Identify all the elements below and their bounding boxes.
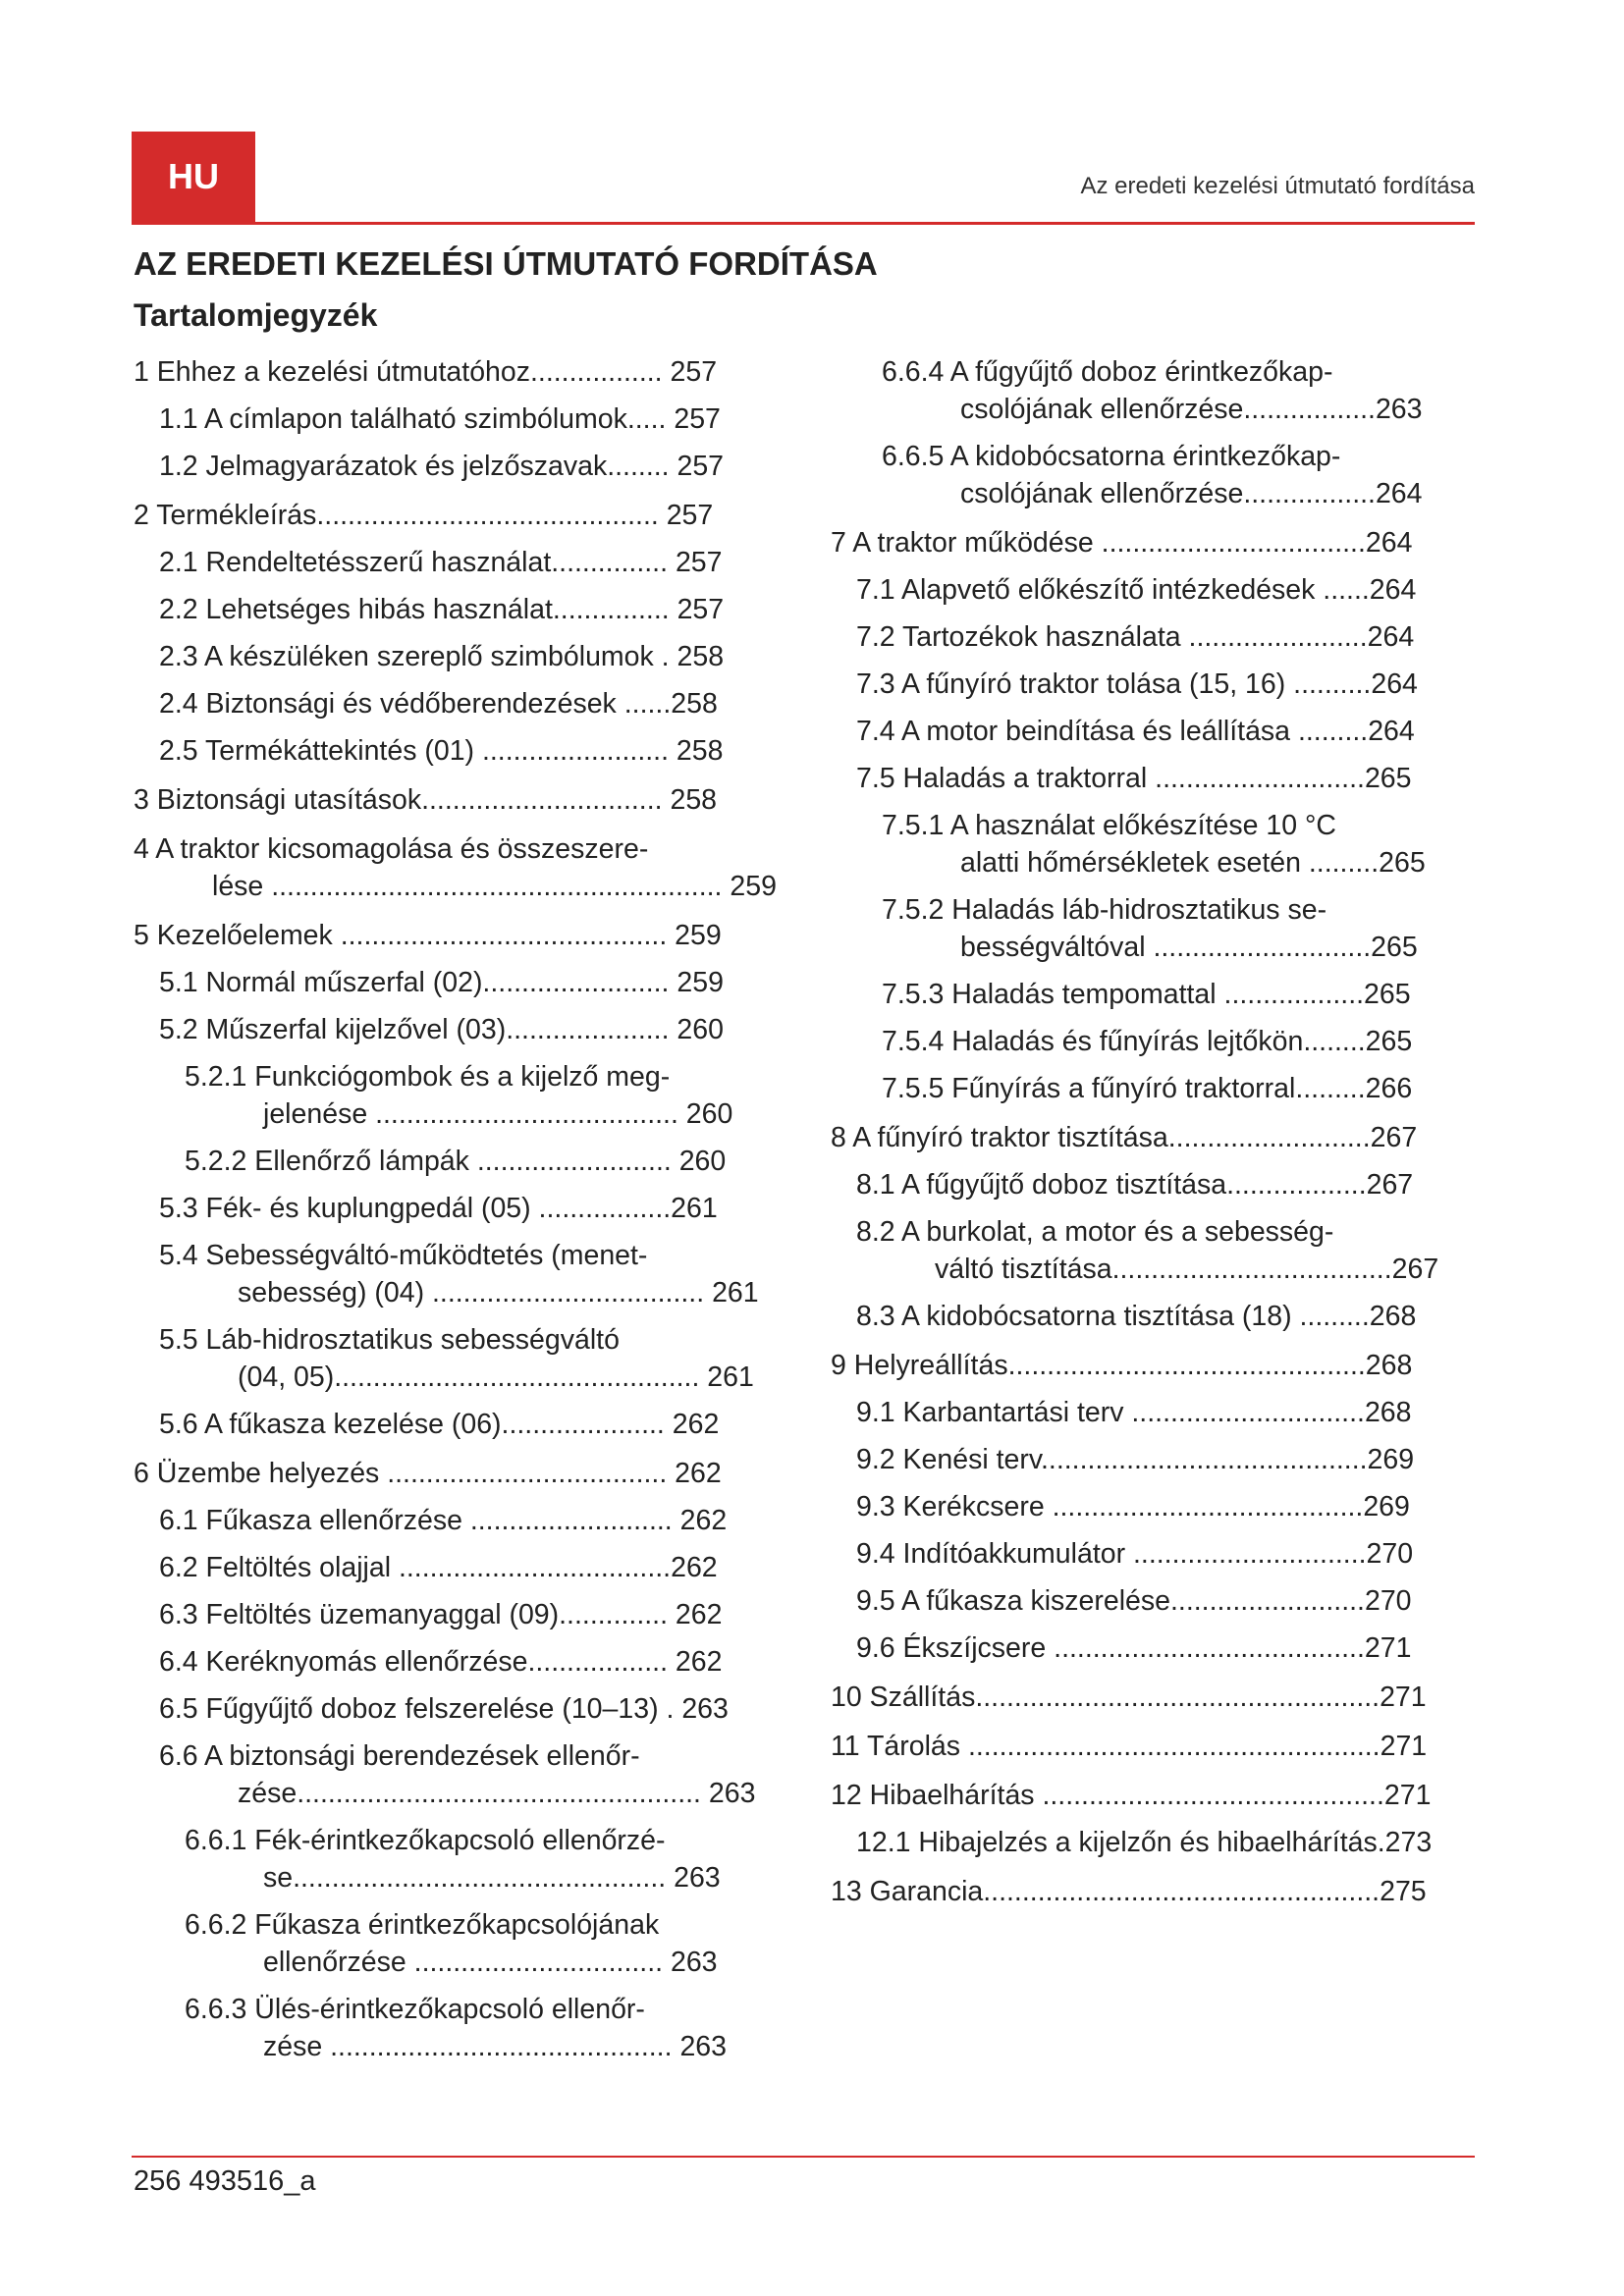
- toc-entry[interactable]: [856, 1213, 1469, 1288]
- toc-entry-text: 1 Ehhez a kezelési útmutatóhoz................. 257: [134, 356, 718, 388]
- toc-entry-text: 8 A fűnyíró traktor tisztítása..........................267: [831, 1122, 1418, 1153]
- toc-entry-text: 6 Üzembe helyezés .................................... 262: [134, 1458, 722, 1489]
- toc-entry-text: 8.1 A fűgyűjtő doboz tisztítása..................267: [856, 1169, 1414, 1201]
- toc-entry-text: 7.5.2 Haladás láb-hidrosztatikus se-: [882, 894, 1327, 926]
- toc-entry-text: 6.6.5 A kidobócsatorna érintkezőkap-: [882, 441, 1341, 472]
- toc-entry[interactable]: [185, 1143, 780, 1180]
- toc-entry-text: 7 A traktor működése ..................................264: [831, 527, 1413, 559]
- toc-entry[interactable]: [856, 1298, 1469, 1335]
- toc-entry-continuation: zése ............................................ 263: [263, 2031, 727, 2062]
- toc-entry[interactable]: [159, 1011, 780, 1048]
- toc-entry-text: 7.1 Alapvető előkészítő intézkedések ......264: [856, 574, 1417, 606]
- toc-entry-text: 5.1 Normál műszerfal (02)........................ 259: [159, 967, 724, 998]
- toc-entry-text: 6.5 Fűgyűjtő doboz felszerelése (10–13) . 263: [159, 1693, 729, 1725]
- toc-entry-text: 4 A traktor kicsomagolása és összeszere-: [134, 833, 649, 865]
- toc-entry-continuation: sebesség) (04) ................................... 261: [238, 1277, 759, 1308]
- header-divider: [132, 222, 1475, 225]
- toc-entry-text: 8.2 A burkolat, a motor és a sebesség-: [856, 1216, 1334, 1248]
- toc-entry-text: 1.2 Jelmagyarázatok és jelzőszavak........ 257: [159, 451, 725, 482]
- toc-entry[interactable]: [831, 1679, 1469, 1716]
- toc-entry-text: 7.5.4 Haladás és fűnyírás lejtőkön........265: [882, 1026, 1413, 1057]
- toc-entry-text: 9.6 Ékszíjcsere ........................................271: [856, 1632, 1412, 1664]
- toc-entry[interactable]: [159, 448, 780, 485]
- toc-entry[interactable]: [159, 1502, 780, 1539]
- footer-divider: [132, 2156, 1475, 2158]
- toc-entry-text: 7.4 A motor beindítása és leállítása .........264: [856, 716, 1415, 747]
- toc-entry-text: 5.6 A fűkasza kezelése (06)..................... 262: [159, 1409, 720, 1440]
- toc-entry-continuation: (04, 05)............................................... 261: [238, 1362, 754, 1393]
- toc-entry[interactable]: [134, 497, 780, 534]
- toc-entry[interactable]: [159, 1737, 780, 1812]
- toc-entry[interactable]: [134, 781, 780, 819]
- toc-entry[interactable]: [831, 1873, 1469, 1910]
- toc-entry-continuation: zése.................................................... 263: [238, 1778, 756, 1809]
- toc-entry[interactable]: [856, 571, 1469, 609]
- toc-entry-text: 7.5.5 Fűnyírás a fűnyíró traktorral.........266: [882, 1073, 1413, 1104]
- toc-entry-text: 2.3 A készüléken szereplő szimbólumok . 258: [159, 641, 725, 672]
- toc-entry-text: 2.1 Rendeltetésszerű használat............... 257: [159, 547, 723, 578]
- toc-entry-text: 1.1 A címlapon található szimbólumok..... 257: [159, 403, 721, 435]
- toc-entry-text: 13 Garancia...................................................275: [831, 1876, 1427, 1907]
- toc-entry[interactable]: [882, 976, 1469, 1013]
- toc-entry-text: 2.2 Lehetséges hibás használat............... 257: [159, 594, 725, 625]
- toc-entry-text: 6.6 A biztonsági berendezések ellenőr-: [159, 1740, 640, 1772]
- toc-entry[interactable]: [856, 1166, 1469, 1203]
- page-footer: 256 493516_a: [134, 2165, 316, 2197]
- toc-entry[interactable]: [856, 1629, 1469, 1667]
- toc-entry[interactable]: [159, 732, 780, 770]
- toc-entry[interactable]: [856, 1535, 1469, 1573]
- toc-entry[interactable]: [159, 1643, 780, 1681]
- toc-entry[interactable]: [185, 1058, 780, 1133]
- toc-entry[interactable]: [159, 1549, 780, 1586]
- toc-entry[interactable]: [831, 524, 1469, 561]
- toc-entry[interactable]: [134, 830, 780, 905]
- toc-entry[interactable]: [185, 1822, 780, 1896]
- toc-entry-text: 9.4 Indítóakkumulátor ..............................270: [856, 1538, 1414, 1570]
- toc-entry-text: 5.2 Műszerfal kijelzővel (03)..................... 260: [159, 1014, 724, 1045]
- toc-entry-text: 12.1 Hibajelzés a kijelzőn és hibaelhárítás.273: [856, 1827, 1433, 1858]
- toc-entry-text: 9.3 Kerékcsere ........................................269: [856, 1491, 1410, 1522]
- toc-entry-text: 6.4 Keréknyomás ellenőrzése.................. 262: [159, 1646, 723, 1678]
- language-badge: HU: [132, 132, 255, 222]
- toc-entry-text: 9 Helyreállítás..............................................268: [831, 1350, 1413, 1381]
- toc-entry-text: 10 Szállítás....................................................271: [831, 1682, 1427, 1713]
- toc-entry-text: 11 Tárolás .....................................................271: [831, 1731, 1428, 1762]
- toc-entry[interactable]: [856, 713, 1469, 750]
- toc-entry[interactable]: [882, 438, 1469, 512]
- toc-entry[interactable]: [159, 1406, 780, 1443]
- toc-entry-text: 9.5 A fűkasza kiszerelése.........................270: [856, 1585, 1412, 1617]
- toc-entry-continuation: alatti hőmérsékletek esetén .........265: [960, 847, 1426, 879]
- toc-entry[interactable]: [159, 1596, 780, 1633]
- toc-entry[interactable]: [134, 1455, 780, 1492]
- toc-entry-text: 2.4 Biztonsági és védőberendezések ......258: [159, 688, 718, 720]
- toc-entry[interactable]: [159, 1690, 780, 1728]
- toc-entry[interactable]: [856, 1582, 1469, 1620]
- toc-entry-text: 12 Hibaelhárítás ............................................271: [831, 1780, 1432, 1811]
- toc-entry-text: 5.2.2 Ellenőrző lámpák ......................... 260: [185, 1146, 727, 1177]
- toc-entry-continuation: jelenése ....................................... 260: [263, 1098, 733, 1130]
- toc-entry-text: 8.3 A kidobócsatorna tisztítása (18) .........268: [856, 1301, 1417, 1332]
- toc-entry[interactable]: [159, 685, 780, 722]
- toc-entry-text: 7.5.1 A használat előkészítése 10 °C: [882, 810, 1336, 841]
- toc-entry-text: 7.5.3 Haladás tempomattal ..................265: [882, 979, 1411, 1010]
- toc-entry-text: 5.3 Fék- és kuplungpedál (05) .................261: [159, 1193, 718, 1224]
- header-title: Az eredeti kezelési útmutató fordítása: [1080, 173, 1475, 199]
- toc-entry[interactable]: [882, 891, 1469, 966]
- toc-entry-text: 6.6.1 Fék-érintkezőkapcsoló ellenőrzé-: [185, 1825, 666, 1856]
- toc-entry[interactable]: [159, 544, 780, 581]
- toc-entry[interactable]: [831, 1777, 1469, 1814]
- toc-entry[interactable]: [159, 400, 780, 438]
- toc-entry[interactable]: [185, 1906, 780, 1981]
- toc-entry-text: 5.2.1 Funkciógombok és a kijelző meg-: [185, 1061, 671, 1093]
- toc-entry[interactable]: [856, 1824, 1469, 1861]
- toc-entry-text: 6.6.3 Ülés-érintkezőkapcsoló ellenőr-: [185, 1994, 645, 2025]
- toc-entry-text: 5 Kezelőelemek .......................................... 259: [134, 920, 722, 951]
- toc-entry-text: 6.3 Feltöltés üzemanyaggal (09).............. 262: [159, 1599, 723, 1630]
- toc-entry[interactable]: [185, 1991, 780, 2065]
- toc-entry-continuation: bességváltóval ............................265: [960, 932, 1418, 963]
- toc-entry[interactable]: [159, 638, 780, 675]
- toc-entry-continuation: váltó tisztítása....................................267: [935, 1254, 1439, 1285]
- toc-entry-text: 7.5 Haladás a traktorral ...........................265: [856, 763, 1412, 794]
- toc-entry-text: 7.2 Tartozékok használata .......................264: [856, 621, 1415, 653]
- toc-entry-continuation: ellenőrzése ................................ 263: [263, 1947, 718, 1978]
- toc-right-column: [831, 353, 1469, 1920]
- toc-left-column: [134, 353, 780, 2075]
- toc-entry-text: 5.4 Sebességváltó-működtetés (menet-: [159, 1240, 648, 1271]
- toc-entry[interactable]: [856, 1488, 1469, 1525]
- document-title: AZ EREDETI KEZELÉSI ÚTMUTATÓ FORDÍTÁSA: [134, 245, 878, 282]
- toc-entry[interactable]: [134, 917, 780, 954]
- toc-heading: Tartalomjegyzék: [134, 297, 378, 333]
- toc-entry-text: 5.5 Láb-hidrosztatikus sebességváltó: [159, 1324, 620, 1356]
- toc-entry[interactable]: [134, 353, 780, 391]
- toc-entry-text: 2.5 Termékáttekintés (01) ........................ 258: [159, 735, 724, 767]
- toc-entry[interactable]: [831, 1119, 1469, 1156]
- toc-entry-text: 7.3 A fűnyíró traktor tolása (15, 16) ..........264: [856, 668, 1418, 700]
- toc-entry-continuation: se................................................ 263: [263, 1862, 721, 1894]
- toc-entry-text: 6.6.2 Fűkasza érintkezőkapcsolójának: [185, 1909, 660, 1941]
- toc-entry[interactable]: [159, 591, 780, 628]
- toc-entry[interactable]: [882, 1023, 1469, 1060]
- toc-entry[interactable]: [831, 1347, 1469, 1384]
- toc-entry-text: 6.2 Feltöltés olajjal ...................................262: [159, 1552, 718, 1583]
- toc-entry[interactable]: [159, 964, 780, 1001]
- toc-entry[interactable]: [882, 353, 1469, 428]
- toc-entry-text: 2 Termékleírás............................................ 257: [134, 500, 714, 531]
- toc-entry[interactable]: [159, 1321, 780, 1396]
- toc-entry[interactable]: [856, 1394, 1469, 1431]
- toc-entry-text: 3 Biztonsági utasítások............................... 258: [134, 784, 718, 816]
- toc-entry-text: 9.2 Kenési terv..........................................269: [856, 1444, 1415, 1475]
- toc-entry-text: 6.1 Fűkasza ellenőrzése .......................... 262: [159, 1505, 728, 1536]
- toc-entry[interactable]: [882, 1070, 1469, 1107]
- toc-entry[interactable]: [159, 1190, 780, 1227]
- toc-entry[interactable]: [856, 760, 1469, 797]
- toc-entry[interactable]: [856, 1441, 1469, 1478]
- toc-entry[interactable]: [856, 666, 1469, 703]
- toc-entry[interactable]: [856, 618, 1469, 656]
- toc-entry-text: 6.6.4 A fűgyűjtő doboz érintkezőkap-: [882, 356, 1333, 388]
- toc-entry[interactable]: [882, 807, 1469, 881]
- toc-entry-continuation: lése .......................................................... 259: [212, 871, 777, 902]
- toc-entry-continuation: csolójának ellenőrzése.................263: [960, 394, 1423, 425]
- toc-entry[interactable]: [831, 1728, 1469, 1765]
- toc-entry[interactable]: [159, 1237, 780, 1311]
- toc-entry-continuation: csolójának ellenőrzése.................264: [960, 478, 1423, 509]
- toc-entry-text: 9.1 Karbantartási terv ..............................268: [856, 1397, 1412, 1428]
